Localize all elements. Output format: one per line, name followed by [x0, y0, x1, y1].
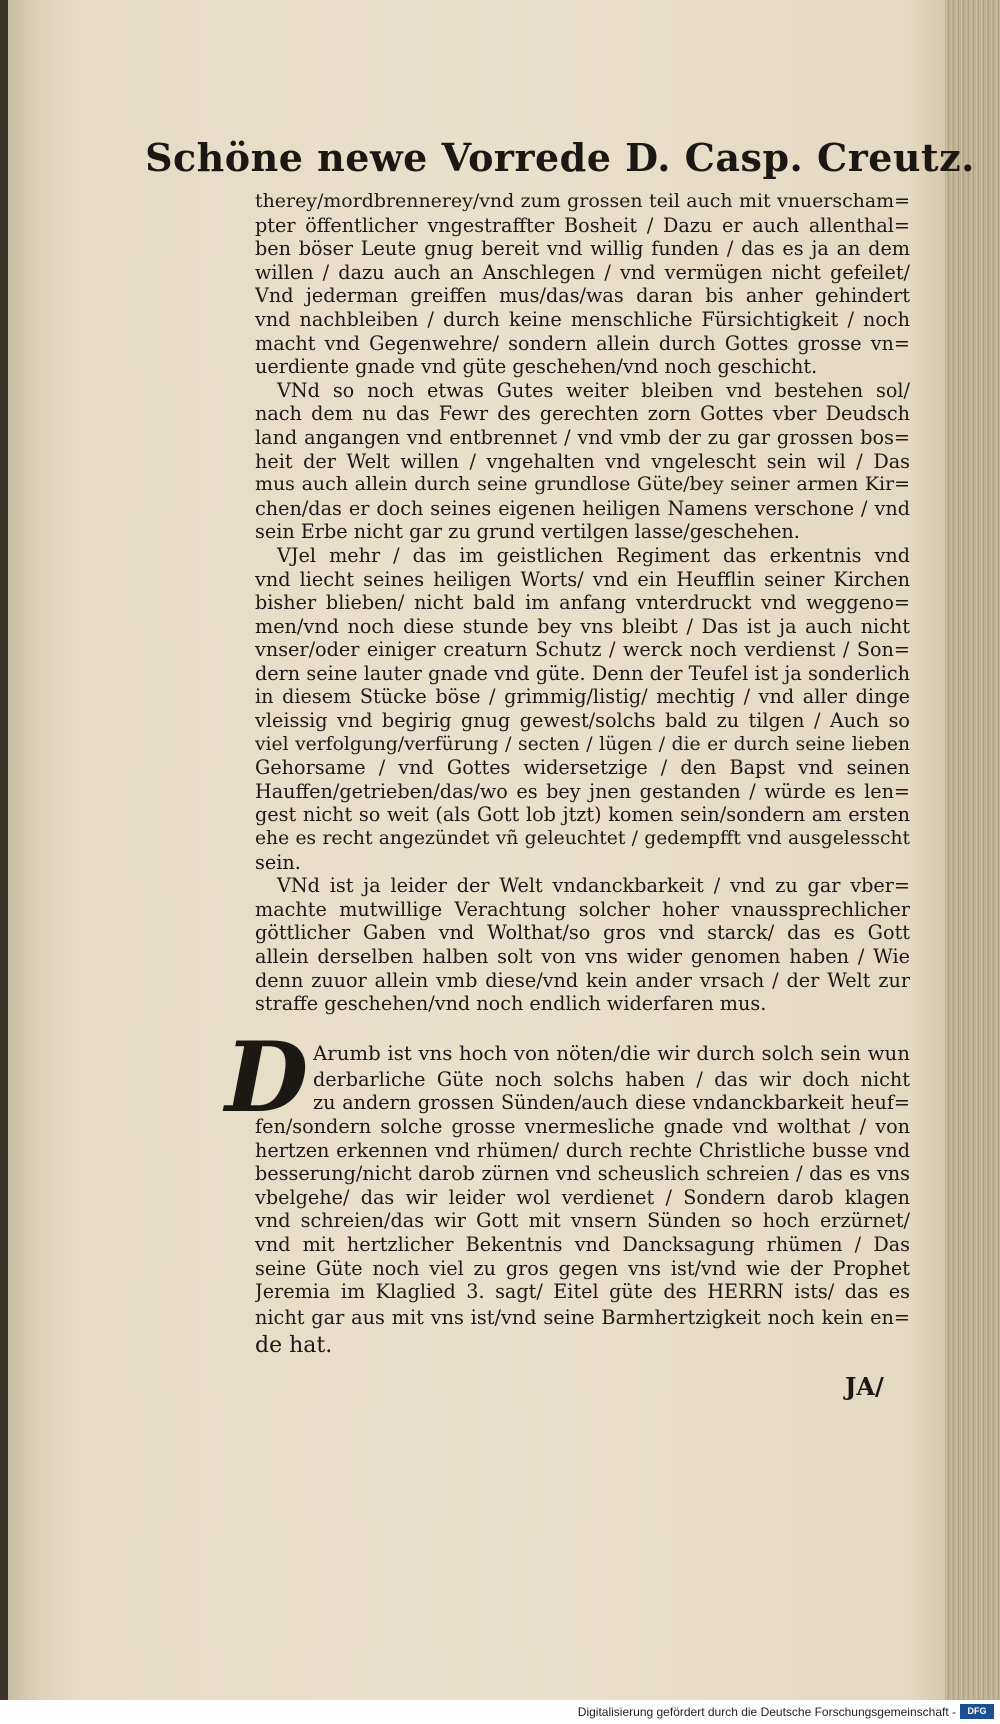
text-line: vbelgehe/ das wir leider wol verdienet / Sondern darob klagen: [255, 1185, 910, 1209]
text-line: de hat.: [255, 1332, 333, 1358]
text-line: vnser/oder einiger creaturn Schutz / werck noch verdienst / Son=: [255, 638, 910, 662]
text-line: machte mutwillige Verachtung solcher hoher vnaussprechlicher: [255, 897, 910, 921]
text-line: vnd schreien/das wir Gott mit vnsern Sünden so hoch erzürnet/: [255, 1209, 910, 1233]
digitization-footer: [0, 1700, 1000, 1724]
paragraph-2: [255, 379, 910, 544]
text-line: therey/mordbrennerey/vnd zum grossen teil auch mit vnuerscham=: [255, 190, 910, 212]
text-line: vleissig vnd begirig gnug gewest/solchs bald zu tilgen / Auch so: [255, 709, 910, 733]
text-line: vnd nachbleiben / durch keine menschliche Fürsichtigkeit / noch: [255, 307, 910, 331]
text-line: straffe geschehen/vnd noch endlich widerfaren mus.: [255, 992, 767, 1016]
text-line: nach dem nu das Fewr des gerechten zorn Gottes vber Deudsch: [255, 402, 910, 426]
text-line: land angangen vnd entbrennet / vnd vmb der zu gar grossen bos=: [255, 425, 910, 449]
text-line: pter öffentlicher vngestraffter Bosheit / Dazu er auch allenthal=: [255, 213, 910, 237]
text-line: vnd mit hertzlicher Bekentnis vnd Dancksagung rhümen / Das: [255, 1232, 910, 1256]
text-line: gest nicht so weit (als Gott lob jtzt) komen sein/sondern am ersten: [255, 803, 910, 827]
page-body: [225, 190, 910, 1360]
text-line: chen/das er doch seines eigenen heiligen Namens verschone / vnd: [255, 496, 910, 520]
text-line: heit der Welt willen / vngehalten vnd vngelescht sein wil / Das: [255, 449, 910, 473]
text-line: VNd so noch etwas Gutes weiter bleiben vnd bestehen sol/: [277, 378, 910, 402]
text-line: macht vnd Gegenwehre/ sondern allein durch Gottes grosse vn=: [255, 331, 910, 355]
funding-credit: Digitalisierung gefördert durch die Deutsche Forschungsgemeinschaft -: [577, 1705, 956, 1719]
text-line: Arumb ist vns hoch von nöten/die wir durch solch sein wun: [313, 1041, 910, 1065]
paragraph-3: [255, 544, 910, 874]
text-line: ben böser Leute gnug bereit vnd willig funden / das es ja an dem: [255, 237, 910, 261]
decorated-initial: D: [225, 1020, 309, 1134]
paragraph-1: [255, 190, 910, 379]
text-line: viel verfolgung/verfürung / secten / lügen / die er durch seine lieben: [255, 733, 910, 755]
text-line: dern seine lauter gnade vnd güte. Denn der Teufel ist ja sonderlich: [255, 661, 910, 685]
paragraph-5: [225, 1020, 910, 1360]
text-line: derbarliche Güte noch solchs haben / das wir doch nicht: [313, 1067, 910, 1091]
page-edges: [945, 0, 1000, 1700]
text-line: Vnd jederman greiffen mus/das/was daran bis anher gehindert: [255, 284, 910, 308]
text-line: in diesem Stücke böse / grimmig/listig/ mechtig / vnd aller dinge: [255, 685, 910, 709]
dfg-logo: DFG: [960, 1704, 994, 1719]
paragraph-4: [255, 874, 910, 1016]
text-line: willen / dazu auch an Anschlegen / vnd vermügen nicht gefeilet/: [255, 260, 910, 284]
text-line: seine Güte noch viel zu gros gegen vns ist/vnd wie der Prophet: [255, 1256, 910, 1280]
text-line: ehe es recht angezündet vñ geleuchtet / gedempfft vnd ausgelesscht: [255, 828, 910, 850]
text-line: hertzen erkennen vnd rhümen/ durch rechte Christliche busse vnd: [255, 1138, 910, 1162]
text-line: VNd ist ja leider der Welt vndanckbarkeit / vnd zu gar vber=: [277, 874, 910, 898]
text-line: allein derselben halben solt von vns wider genomen haben / Wie: [255, 945, 910, 968]
text-line: VJel mehr / das im geistlichen Regiment das erkentnis vnd: [277, 543, 910, 567]
text-line: Gehorsame / vnd Gottes widersetzige / den Bapst vnd seinen: [255, 756, 910, 780]
text-line: sein.: [255, 850, 301, 874]
text-line: uerdiente gnade vnd güte geschehen/vnd noch geschicht.: [255, 355, 818, 379]
text-line: Hauffen/getrieben/das/wo es bey jnen gestanden / würde es len=: [255, 779, 910, 803]
text-line: zu andern grossen Sünden/auch diese vndanckbarkeit heuf=: [313, 1091, 910, 1115]
text-line: göttlicher Gaben vnd Wolthat/so gros vnd starck/ das es Gott: [255, 921, 910, 945]
text-line: vnd liecht seines heiligen Worts/ vnd ein Heufflin seiner Kirchen: [255, 567, 910, 591]
text-line: men/vnd noch diese stunde bey vns bleibt / Das ist ja auch nicht: [255, 614, 910, 638]
text-line: besserung/nicht darob zürnen vnd scheuslich schreien / das es vns: [255, 1162, 910, 1186]
text-line: bisher blieben/ nicht bald im anfang vnterdruckt vnd weggeno=: [255, 591, 910, 615]
text-line: sein Erbe nicht gar zu grund vertilgen lasse/geschehen.: [255, 520, 800, 544]
text-line: nicht gar aus mit vns ist/vnd seine Barmhertzigkeit noch kein en=: [255, 1305, 910, 1329]
text-line: mus auch allein durch seine grundlose Güte/bey seiner armen Kir=: [255, 473, 910, 496]
catchword: JA/: [845, 1372, 884, 1401]
text-line: fen/sondern solche grosse vnermesliche gnade vnd wolthat / von: [255, 1114, 910, 1138]
text-line: Jeremia im Klaglied 3. sagt/ Eitel güte des HERRN ists/ das es: [255, 1280, 910, 1304]
text-line: denn zuuor allein vmb diese/vnd kein ander vrsach / der Welt zur: [255, 968, 910, 992]
running-head: Schöne newe Vorrede D. Casp. Creutz.: [145, 135, 975, 180]
